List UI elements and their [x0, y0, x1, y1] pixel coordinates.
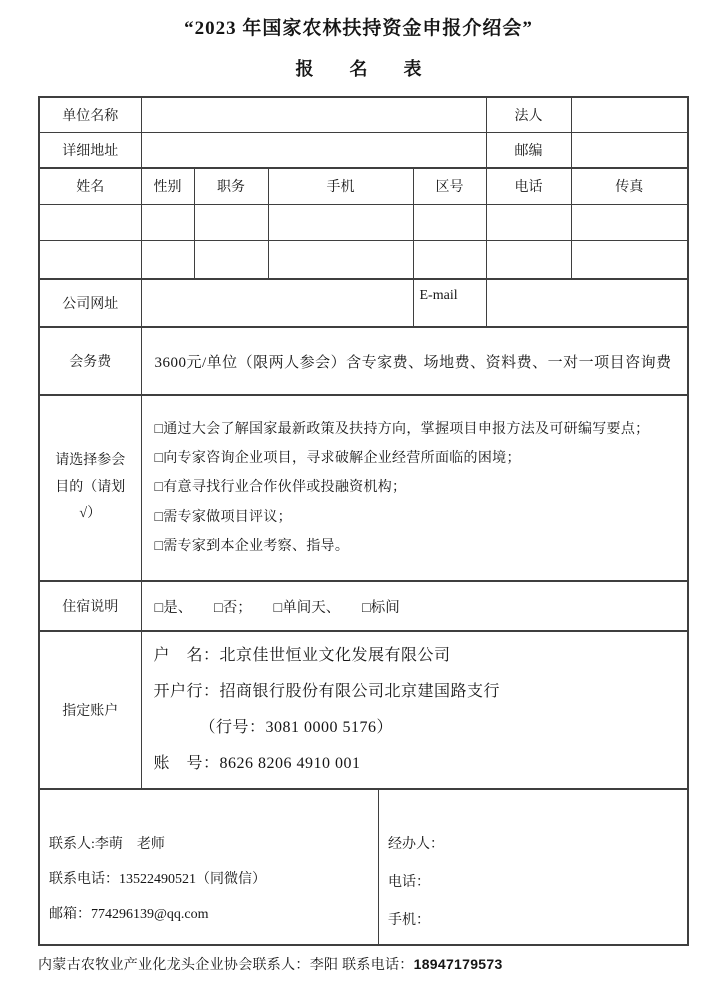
contact-person-line: 联系人:李萌 老师 — [49, 837, 165, 852]
website-value — [141, 279, 413, 327]
attendee-row-2 — [39, 240, 688, 279]
postcode-label: 邮编 — [486, 132, 571, 168]
row-account — [39, 631, 688, 789]
registration-table — [38, 96, 689, 946]
postcode-value — [571, 132, 688, 168]
header-position: 职务 — [194, 168, 268, 204]
header-name: 姓名 — [39, 168, 141, 204]
association-contact-text: 内蒙古农牧业产业化龙头企业协会联系人：李阳 联系电话： — [38, 958, 414, 973]
contacts-wrap — [40, 790, 687, 944]
header-gender: 性别 — [141, 168, 194, 204]
fee-text: 3600元/单位（限两人参会）含专家费、场地费、资料费、一对一项目咨询费 — [141, 327, 688, 395]
association-footer — [38, 954, 717, 974]
attendee-1-phone — [486, 204, 571, 240]
contacts-cell — [39, 789, 688, 945]
purpose-options — [141, 395, 688, 581]
account-holder-line: 户 名：北京佳世恒业文化发展有限公司 — [153, 647, 451, 664]
purpose-label-line-3: √） — [79, 506, 102, 522]
handler-phone-label: 电话： — [388, 874, 430, 890]
purpose-option-2: □向专家咨询企业项目，寻求破解企业经营所面临的困境； — [154, 451, 521, 467]
address-value — [141, 132, 486, 168]
email-label: E-mail — [413, 279, 486, 327]
purpose-option-4: □需专家做项目评议； — [154, 509, 292, 525]
website-label: 公司网址 — [39, 279, 141, 327]
attendee-row-1 — [39, 204, 688, 240]
organizer-contact-block — [40, 790, 379, 944]
header-phone: 电话 — [486, 168, 571, 204]
row-contacts — [39, 789, 688, 945]
row-unit-name — [39, 97, 688, 132]
contact-phone-line: 联系电话：13522490521（同微信） — [49, 872, 266, 887]
purpose-label-line-1: 请选择参会 — [55, 453, 126, 469]
unit-name-value — [141, 97, 486, 132]
legal-person-value — [571, 97, 688, 132]
handler-mobile-label: 手机： — [388, 912, 430, 928]
account-label: 指定账户 — [39, 631, 141, 789]
attendee-2-fax — [571, 240, 688, 279]
association-contact-phone: 18947179573 — [413, 956, 503, 972]
account-number-line: 账 号：8626 8206 4910 001 — [153, 755, 361, 772]
attendee-1-position — [194, 204, 268, 240]
purpose-option-1: □通过大会了解国家最新政策及扶持方向，掌握项目申报方法及可研编写要点； — [154, 422, 650, 438]
attendee-1-mobile — [268, 204, 413, 240]
row-fee — [39, 327, 688, 395]
attendee-2-mobile — [268, 240, 413, 279]
row-website — [39, 279, 688, 327]
row-attendee-headers — [39, 168, 688, 204]
purpose-option-3: □有意寻找行业合作伙伴或投融资机构； — [154, 480, 407, 496]
account-bank-line: 开户行：招商银行股份有限公司北京建国路支行 — [153, 683, 501, 700]
row-lodging — [39, 581, 688, 631]
doc-subtitle: 报 名 表 — [295, 59, 422, 79]
attendee-2-area-code — [413, 240, 486, 279]
email-value — [486, 279, 688, 327]
doc-title: “2023 年国家农林扶持资金申报介绍会” — [184, 18, 533, 39]
header-area-code: 区号 — [413, 168, 486, 204]
lodging-options: □是、 □否； □单间天、 □标间 — [141, 581, 688, 631]
fee-label: 会务费 — [39, 327, 141, 395]
handler-block — [379, 790, 687, 944]
row-address — [39, 132, 688, 168]
header-mobile: 手机 — [268, 168, 413, 204]
attendee-1-name — [39, 204, 141, 240]
header-fax: 传真 — [571, 168, 688, 204]
address-label: 详细地址 — [39, 132, 141, 168]
account-bank-number-line: （行号：3081 0000 5176） — [199, 719, 394, 736]
page — [0, 13, 717, 981]
attendee-1-area-code — [413, 204, 486, 240]
purpose-label-line-2: 目的（请划 — [55, 479, 126, 495]
contact-email-line: 邮箱：774296139@qq.com — [49, 907, 209, 922]
attendee-2-position — [194, 240, 268, 279]
row-purpose — [39, 395, 688, 581]
unit-name-label: 单位名称 — [39, 97, 141, 132]
attendee-1-gender — [141, 204, 194, 240]
account-info — [141, 631, 688, 789]
handler-label: 经办人： — [388, 837, 444, 852]
purpose-option-5: □需专家到本企业考察、指导。 — [154, 538, 350, 554]
purpose-label — [39, 395, 141, 581]
attendee-2-gender — [141, 240, 194, 279]
lodging-label: 住宿说明 — [39, 581, 141, 631]
attendee-1-fax — [571, 204, 688, 240]
attendee-2-name — [39, 240, 141, 279]
legal-person-label: 法人 — [486, 97, 571, 132]
attendee-2-phone — [486, 240, 571, 279]
